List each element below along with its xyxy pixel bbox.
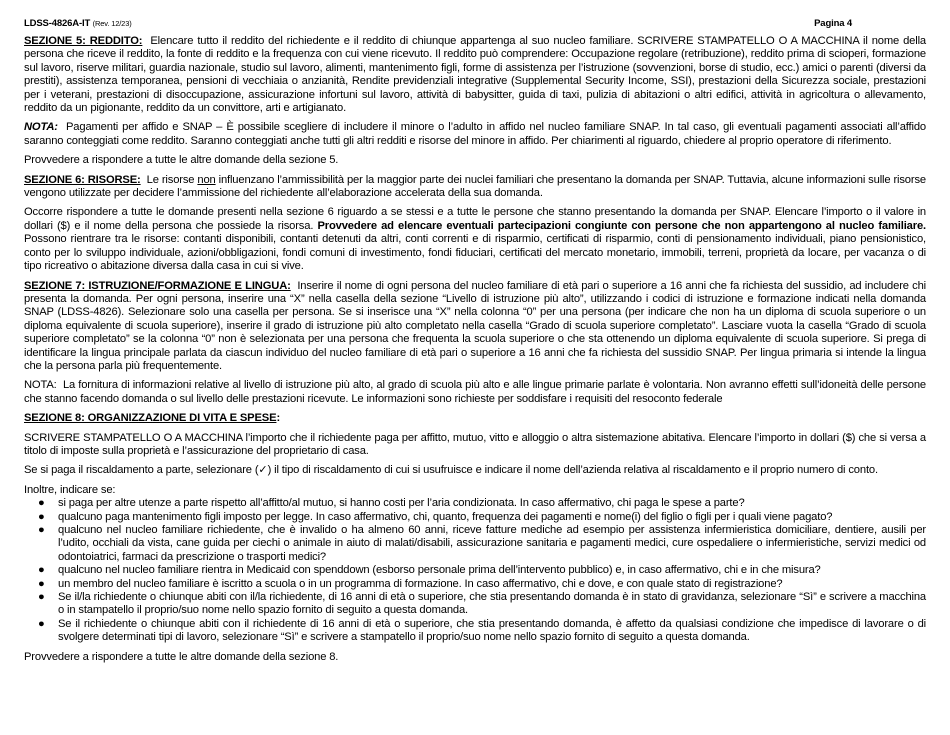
section-7-note-text: La fornitura di informazioni relative al livello di istruzione più alto, al grado di scuola più alto e alle lingue primarie parlate è volontaria. Non avranno effetti sull’idoneità delle persone che stanno facendo domanda o sul livello delle prestazioni ricevute. Le informazioni sono richieste per soddisfare i requisiti del resoconto federale <box>24 379 926 405</box>
bullet-icon: ● <box>38 524 45 536</box>
section-5-note-label: NOTA: <box>24 121 58 134</box>
checkmark-icon: ✓ <box>258 464 268 477</box>
section-8-title: SEZIONE 8: ORGANIZZAZIONE DI VITA E SPESE <box>24 412 277 425</box>
section-6-text-before: Le risorse <box>146 173 198 186</box>
list-item <box>38 577 926 591</box>
section-6-emphasis-non: non <box>197 173 216 186</box>
section-5-paragraph <box>24 35 926 115</box>
section-5-closing: Provvedere a rispondere a tutte le altre domande della sezione 5. <box>24 154 339 167</box>
list-item <box>38 564 926 577</box>
section-5-note-text: Pagamenti per affido e SNAP – È possibile scegliere di includere il minore o l’adulto in affido nel nucleo familiare SNAP. In tal caso, gli eventuali pagamenti associati all’affido saranno conteggiati come reddito. Saranno conteggiati anche tutti gli altri redditi e risorse del minore in affido. Per chiarimenti al riguardo, chiedere al proprio operatore di riferimento. <box>24 121 926 147</box>
section-6-p2-bold: Provvedere ad elencare eventuali partecipazioni congiunte con persone che non appartengono al nucleo familiare. <box>317 219 926 232</box>
section-7-title: SEZIONE 7: ISTRUZIONE/FORMAZIONE E LINGUA: <box>24 279 291 292</box>
form-id: LDSS-4826A-IT <box>24 18 91 29</box>
section-8-heading <box>24 412 926 425</box>
section-5-title: SEZIONE 5: REDDITO: <box>24 35 143 47</box>
bullet-icon: ● <box>38 564 45 577</box>
section-8-list-intro: Inoltre, indicare se: <box>24 483 116 496</box>
section-6-p2-before: Occorre rispondere a tutte le domande presenti nella sezione 6 riguardo a se stessi e a tutte le persone che stanno presentando la domanda per SNAP. Elencare l’importo o il valore in dollari ($) e il nome della persona che possiede la risorsa. <box>24 206 926 232</box>
list-item <box>38 591 926 618</box>
section-7-note <box>24 379 926 406</box>
list-item-text: qualcuno paga mantenimento figli imposto per legge. In caso affermativo, chi, quanto, frequenza dei pagamenti e nome(i) del figlio o figli per i quali viene pagato? <box>58 510 833 523</box>
list-item <box>38 617 926 645</box>
bullet-icon: ● <box>38 510 45 523</box>
form-revision: (Rev. 12/23) <box>92 19 132 28</box>
list-item <box>38 524 926 564</box>
bullet-icon: ● <box>38 497 45 510</box>
section-6-title: SEZIONE 6: RISORSE: <box>24 173 141 186</box>
page-header <box>24 18 926 30</box>
section-6-text-after: influenzano l’ammissibilità per la maggior parte dei nuclei familiari che presentano la domanda per SNAP. Tuttavia, alcune informazioni sulle risorse vengono utilizzate per decidere l’ammissione del richiedente all’elaborazione accelerata della sua domanda. <box>24 173 926 200</box>
section-6-p2-after: Possono rientrare tra le risorse: contanti disponibili, contanti detenuti da altri, conti correnti e di risparmio, certificati di risparmio, conti di pensionamento individuali, piano pensionistico, conto per lo sviluppo individuale, azioni/obbligazioni, fondi comuni di investimento, fondi fiduciari, certificati del mercato monetario, immobili, terreni, proprietà da locare, per vacanza o di tipo ricreativo o abitazione diversa dalla casa in cui si vive. <box>24 233 926 273</box>
section-7-note-label: NOTA: <box>24 379 57 392</box>
section-7-body: Inserire il nome di ogni persona del nucleo familiare di età pari o superiore a 16 anni che fa richiesta del sussidio, ad includere chi presenta la domanda. Per ogni persona, inserire una “X” nella casella della sezione “Livello di istruzione più alto”, utilizzando i codici di istruzione e formazione indicati nella domanda SNAP (LDSS-4826). Selezionare solo una casella per persona. Se si inserisce una “X” nella colonna “0” per una persona (per indicare che non ha un diploma di scuola superiore o un diploma equivalente di scuola superiore), inserire il grado di istruzione più alto completato nella casella “Grado di scuola superiore completato”. Lasciare vuota la casella “Grado di scuola superiore completato” se la colonna “0” non è selezionata per una persona che frequenta la scuola superiore o che sta ottenendo un diploma equivalente di scuola superiore. Si prega di identificare la lingua principale parlata da ciascun individuo del nucleo familiare di età pari o superiore a 16 anni che fa richiesta del sussidio SNAP. Per lingua primaria si intende la lingua che la persona parla più frequentemente. <box>24 279 926 372</box>
section-5-body: Elencare tutto il reddito del richiedente e il reddito di chiunque appartenga al suo nucleo familiare. SCRIVERE STAMPATELLO O A MACCHINA il nome della persona che riceve il reddito, la fonte di reddito e la frequenza con cui viene ricevuto. Il reddito può comprendere: Occupazione regolare (retribuzione), reddito prima di scioperi, formazione sul lavoro, riserve militari, guardia nazionale, studio sul lavoro, alimenti, mantenimento figli, forme di assistenza per l’istruzione (sovvenzioni, borse di studio, ecc.) amici o parenti (diversi da prestiti), assistenza temporanea, pensioni di vecchiaia o anzianità, Rendite previdenziali integrative (Supplemental Security Income, SSI), prestazioni della Sicurezza sociale, prestazioni per i veterani, prestazioni di disoccupazione, assicurazione infortuni sul lavoro, attività di babysitter, guida di taxi, pulizia di abitazioni o altri edifici, attività in agricoltura o allevamento, reddito da un pigionante, reddito da un convittore, arti e artigianato. <box>24 35 926 115</box>
section-8-p2-before: Se si paga il riscaldamento a parte, selezionare ( <box>24 464 259 477</box>
bullet-icon: ● <box>38 577 45 590</box>
list-item-text: Se il richiedente o chiunque abiti con il richiedente di 16 anni di età o superiore, che stia presentando domanda, è affetto da qualsiasi condizione che impedisce di lavorare o di svolgere determinati tipi di lavoro, selezionare “Sì” e scrivere a stampatello il proprio/suo nome nello spazio fornito di seguito a questa domanda. <box>58 617 926 644</box>
section-8-bullet-list <box>24 497 926 644</box>
list-item <box>38 510 926 524</box>
section-6-resources-paragraph <box>24 206 926 273</box>
form-identifier <box>24 18 132 30</box>
section-8-p2-after: ) il tipo di riscaldamento di cui si usufruisce e indicare il nome dell’azienda relativa al riscaldamento e il proprio numero di conto. <box>267 464 878 477</box>
list-item-text: si paga per altre utenze a parte rispetto all’affitto/al mutuo, si hanno costi per l’aria condizionata. In caso affermativo, chi paga le spese a parte? <box>58 497 745 510</box>
section-8-paragraph-2 <box>24 464 926 477</box>
section-8-title-colon: : <box>276 412 281 425</box>
list-item-text: un membro del nucleo familiare è iscritto a scuola o in un programma di formazione. In caso affermativo, chi e dove, e con quale stato di registrazione? <box>58 577 783 590</box>
section-6-paragraph <box>24 174 926 201</box>
list-item-text: qualcuno nel nucleo familiare rientra in Medicaid con spenddown (esborso personale prima dell’intervento pubblico) e, in caso affermativo, chi e in che misura? <box>58 564 821 577</box>
section-8-closing: Provvedere a rispondere a tutte le altre domande della sezione 8. <box>24 650 339 663</box>
page-number: Pagina 4 <box>814 18 852 29</box>
section-7-paragraph <box>24 280 926 374</box>
bullet-icon: ● <box>38 617 45 630</box>
list-item-text: Se il/la richiedente o chiunque abiti con il/la richiedente, di 16 anni di età o superiore, che stia presentando domanda è in stato di gravidanza, selezionare “Sì” e scrivere a macchina o in stampatello il proprio/suo nome nello spazio fornito di seguito a questa domanda. <box>58 591 926 617</box>
list-item <box>38 497 926 510</box>
section-8-paragraph-1: SCRIVERE STAMPATELLO O A MACCHINA l’importo che il richiedente paga per affitto, mutuo, vitto e alloggio o altra sistemazione abitativa. Elencare l’importo in dollari ($) che si versa a titolo di imposte sulla proprietà e l’assicurazione del proprietario di casa. <box>24 431 926 457</box>
bullet-icon: ● <box>38 591 45 604</box>
section-5-note <box>24 121 926 148</box>
list-item-text: qualcuno nel nucleo familiare richiedente, che è invalido o ha almeno 60 anni, riceve fatture mediche ad esempio per assistenza infermieristica domiciliare, dentiere, ausili per l’udito, occhiali da vista, cane guida per ciechi o animale in aiuto di malati/disabili, assicurazione sanitaria e pagamenti medici, cure ospedaliere o infermieristiche, servizi medici od odontoiatrici, farmaci da prescrizione o trasporti medici? <box>58 524 926 563</box>
